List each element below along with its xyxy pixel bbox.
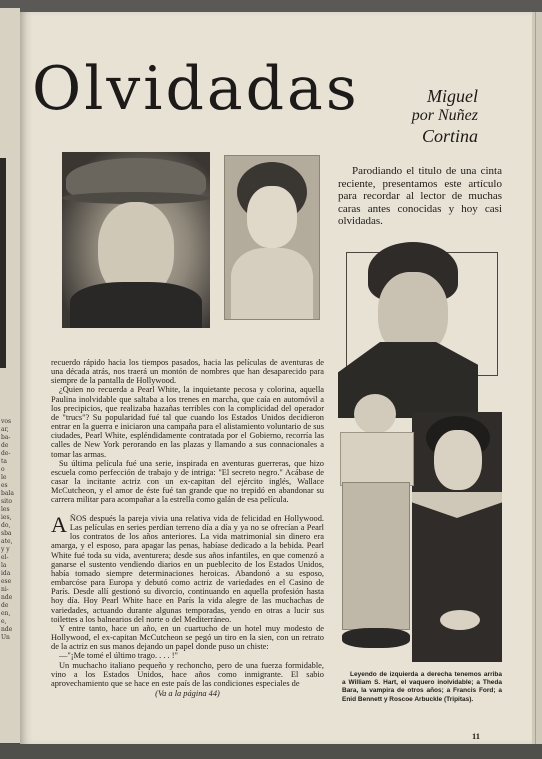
continued-on-page-note: (Va a la página 44)	[155, 688, 220, 698]
photo-roscoe-arbuckle	[334, 380, 418, 662]
article-byline	[360, 86, 478, 146]
scan-background-bottom	[0, 744, 542, 759]
previous-page-edge	[0, 8, 20, 743]
body-paragraph: Un muchacho italiano pequeño y rechoncho, pero de una fuerza formidable, vino a los Estados Unidos, hace años como inmigrante. El sabio aprovechamiento que se hace en este país de las condiciones especiales de	[51, 660, 324, 688]
previous-page-fragment: le	[1, 474, 7, 481]
previous-page-fragment: nde	[1, 594, 13, 601]
photo-enid-bennett	[412, 412, 502, 662]
previous-page-fragment: do,	[1, 522, 11, 529]
body-paragraph: Y entre tanto, hace un año, en un cuartucho de un hotel muy modesto de Hollywood, el ex-capitan McCutcheon se pegó un tiro en la sien, con un retrato de la actriz en sus manos dejando un papel donde puso un chiste:	[51, 623, 324, 652]
previous-page-fragment: ba-	[1, 434, 11, 441]
previous-page-text-fragments	[1, 418, 19, 642]
photo-theda-bara	[224, 155, 320, 320]
previous-page-fragment: y y	[1, 546, 10, 553]
body-paragraph: ¿Quien no recuerda a Pearl White, la inquietante pecosa y colorina, aquella Paulina inolvidable que saltaba a los trenes en marcha, que caía en automóvil a los precipicios, que realizaba hazañas terribles con la complicidad del operador de "trucs"? Su popularidad fué tal que cuando los Estados Unidos decidieron entrar en la guerra e iniciaron una campaña para el alistamiento voluntario de sus ciudades, Pearl White, espléndidamente contratada por el Gobierno, recorría las calles de New York perorando en las plazas y llamando a sus connacionales a tomar las armas.	[51, 385, 324, 459]
previous-page-fragment: el-	[1, 554, 9, 561]
body-paragraph-drop-cap	[51, 514, 324, 624]
body-paragraph-text: ÑOS después la pareja vivia una relativa vida de felicidad en Hollywood. Las películas en series perdían terreno día a día y ya no se ofrecían a Pearl los contratos de los años anteriores. La vida matrimonial sin dinero era amarga, y el esposo, para apagar las penas, habíase dedicado a la bebida. Pearl White fué toda su vida, aventurera; desde sus años infantiles, en que comenzó a ganarse el sustento vendiendo diarios en un pueblecito de los Estados Unidos, había tomado siempre determinaciones heroicas. Abandonó a su esposo, embarcóse para Europa y debutó como actriz de variedades en el Casino de París. Desde allí gestionó su divorcio, continuando en aquella profesión hasta hoy día. Hoy Pearl White hace en París la vida alegre de las muchachas de variedades, actuando durante algunas temporadas, yendo en otras a lucir sus toilettes a los balnearios del norte o del Mediterráneo.	[51, 514, 324, 624]
page-number: 11	[472, 731, 481, 741]
photo-william-s-hart	[62, 152, 210, 328]
previous-page-fragment: bala	[1, 490, 14, 497]
previous-page-fragment: o	[1, 466, 5, 473]
previous-page-fragment: ar,	[1, 426, 9, 433]
article-title: Olvidadas	[32, 54, 360, 124]
body-paragraph: recuerdo rápido hacia los tiempos pasados, hacia las películas de aventuras de una década atrás, nos traerá un montón de nombres que han desaparecido para siempre de la pantalla de Hollywood.	[51, 358, 324, 386]
previous-page-fragment: ida	[1, 570, 11, 577]
body-paragraph: Su última película fué una serie, inspirada en aventuras guerreras, que hizo escuela como perfección de trabajo y de intriga: "El secreto negro." Acábase de casar la incitante actriz con un ex-capitan del ejército inglés, Wallace McCutcheon, y el amor de éste fué tan grande que no trepidó en abandonar su carrera militar para acompañar a la estrella como galán de esa película.	[51, 458, 324, 505]
previous-page-fragment: de-	[1, 450, 11, 457]
previous-page-fragment: sito	[1, 498, 13, 505]
previous-page-fragment: sba	[1, 530, 12, 537]
byline-line-2: por Nuñez	[411, 107, 478, 124]
previous-page-fragment: ate,	[1, 538, 13, 545]
previous-page-fragment: ni-	[1, 586, 9, 593]
byline-line-1: Miguel	[427, 86, 478, 106]
previous-page-fragment: de	[1, 442, 9, 449]
previous-page-fragment: ta	[1, 458, 7, 465]
previous-page-fragment: nde	[1, 626, 13, 633]
previous-page-fragment: la	[1, 562, 7, 569]
body-text-block-2	[51, 514, 324, 698]
previous-page-fragment: vos	[1, 418, 12, 425]
previous-page-fragment: les	[1, 506, 10, 513]
body-text-block-1	[51, 358, 324, 505]
previous-page-fragment: e,	[1, 618, 7, 625]
previous-page-fragment: es	[1, 482, 8, 489]
previous-page-fragment: de	[1, 602, 9, 609]
magazine-page	[20, 12, 532, 744]
drop-cap-letter: A	[51, 512, 67, 537]
previous-page-fragment: ies,	[1, 514, 12, 521]
byline-line-3: Cortina	[421, 126, 478, 146]
photo-caption: Leyendo de izquierda a derecha tenemos arriba a William S. Hart, el vaquero inolvidable; a Theda Bara, la vampira de otros años; a Francis Ford; a Enid Bennett y Roscoe Arbuckle (Tripitas).	[342, 671, 502, 703]
page-right-edge	[532, 12, 542, 744]
previous-page-fragment: ese	[1, 578, 12, 585]
previous-page-photo-strip	[0, 158, 6, 368]
previous-page-fragment: Un	[1, 634, 10, 641]
previous-page-fragment: en,	[1, 610, 11, 617]
body-paragraph: —"¡Me tomé el último trago. . . . !"	[59, 651, 178, 661]
article-intro: Parodiando el titulo de una cinta reciente, presentamos este artículo para recordar al lector de muchas caras antes conocidas y hoy casi olvidadas.	[338, 165, 502, 227]
